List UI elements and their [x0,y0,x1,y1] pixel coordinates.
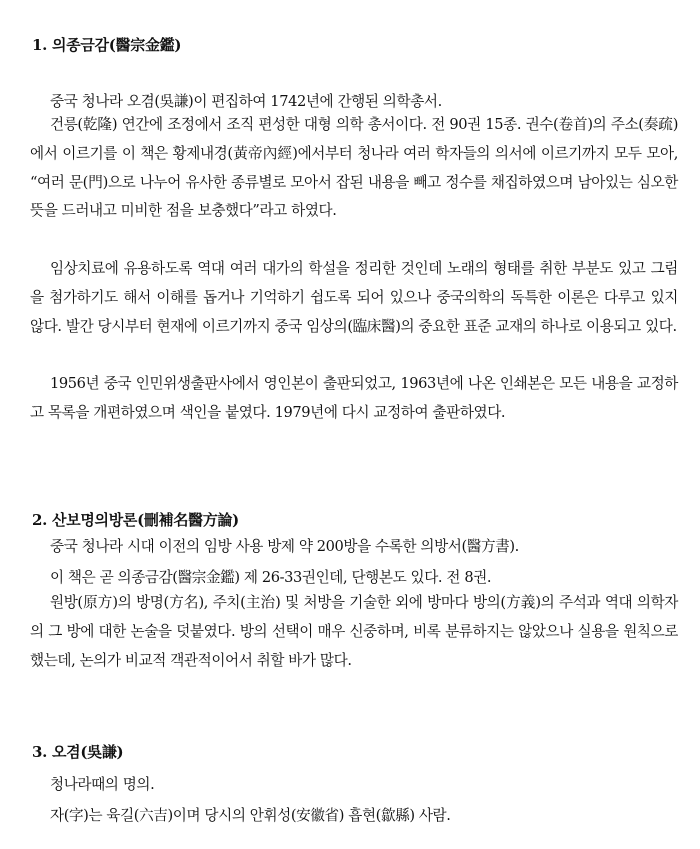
section-2-title: 2. 산보명의방론(刪補名醫方論) [32,511,239,529]
section-3-paragraph-1: 청나라때의 명의. [50,776,155,793]
section-2-paragraph-3: 원방(原方)의 방명(方名), 주치(主治) 및 처방을 기술한 외에 방마다 방의(方義)의 주석과 역대 의학자의 그 방에 대한 논술을 덧붙였다. 방의 선택이 매우 신중하며, 비록 분류하지는 않았으나 실용을 원칙으로 했는데, 논의가 비교적 객관적이어서 취할 바가 많다. [30,594,678,669]
section-2-paragraph-1: 중국 청나라 시대 이전의 임방 사용 방제 약 200방을 수록한 의방서(醫方書). [50,538,519,555]
section-3-title: 3. 오겸(吳謙) [32,743,124,761]
section-1-paragraph-2: 건릉(乾隆) 연간에 조정에서 조직 편성한 대형 의학 총서이다. 전 90권 15종. 권수(卷首)의 주소(奏疏)에서 이르기를 이 책은 황제내경(黃帝內經)에서부터 청나라 여러 학자들의 의서에 이르기까지 모두 모아, “여러 문(門)으로 나누어 유사한 종류별로 모아서 잡된 내용을 빼고 정수를 채집하였으며 남아있는 심오한 뜻을 드러내고 미비한 점을 보충했다”라고 하였다. [30,116,678,220]
section-1-title: 1. 의종금감(醫宗金鑑) [32,36,182,54]
section-1-paragraph-1: 중국 청나라 오겸(吳謙)이 편집하여 1742년에 간행된 의학총서. [50,93,442,110]
section-1-paragraph-4: 1956년 중국 인민위생출판사에서 영인본이 출판되었고, 1963년에 나온 인쇄본은 모든 내용을 교정하고 목록을 개편하였으며 색인을 붙였다. 1979년에 다시 교정하여 출판하였다. [30,375,678,421]
section-3-paragraph-2: 자(字)는 육길(六吉)이며 당시의 안휘성(安徽省) 흡현(歙縣) 사람. [50,807,451,824]
section-1-paragraph-3: 임상치료에 유용하도록 역대 여러 대가의 학설을 정리한 것인데 노래의 형태를 취한 부분도 있고 그림을 첨가하기도 해서 이해를 돕거나 기억하기 쉽도록 되어 있으나 중국의학의 독특한 이론은 다루고 있지 않다. 발간 당시부터 현재에 이르기까지 중국 임상의(臨床醫)의 중요한 표준 교재의 하나로 이용되고 있다. [30,260,678,335]
section-2-paragraph-2: 이 책은 곧 의종금감(醫宗金鑑) 제 26-33권인데, 단행본도 있다. 전 8권. [50,569,492,586]
